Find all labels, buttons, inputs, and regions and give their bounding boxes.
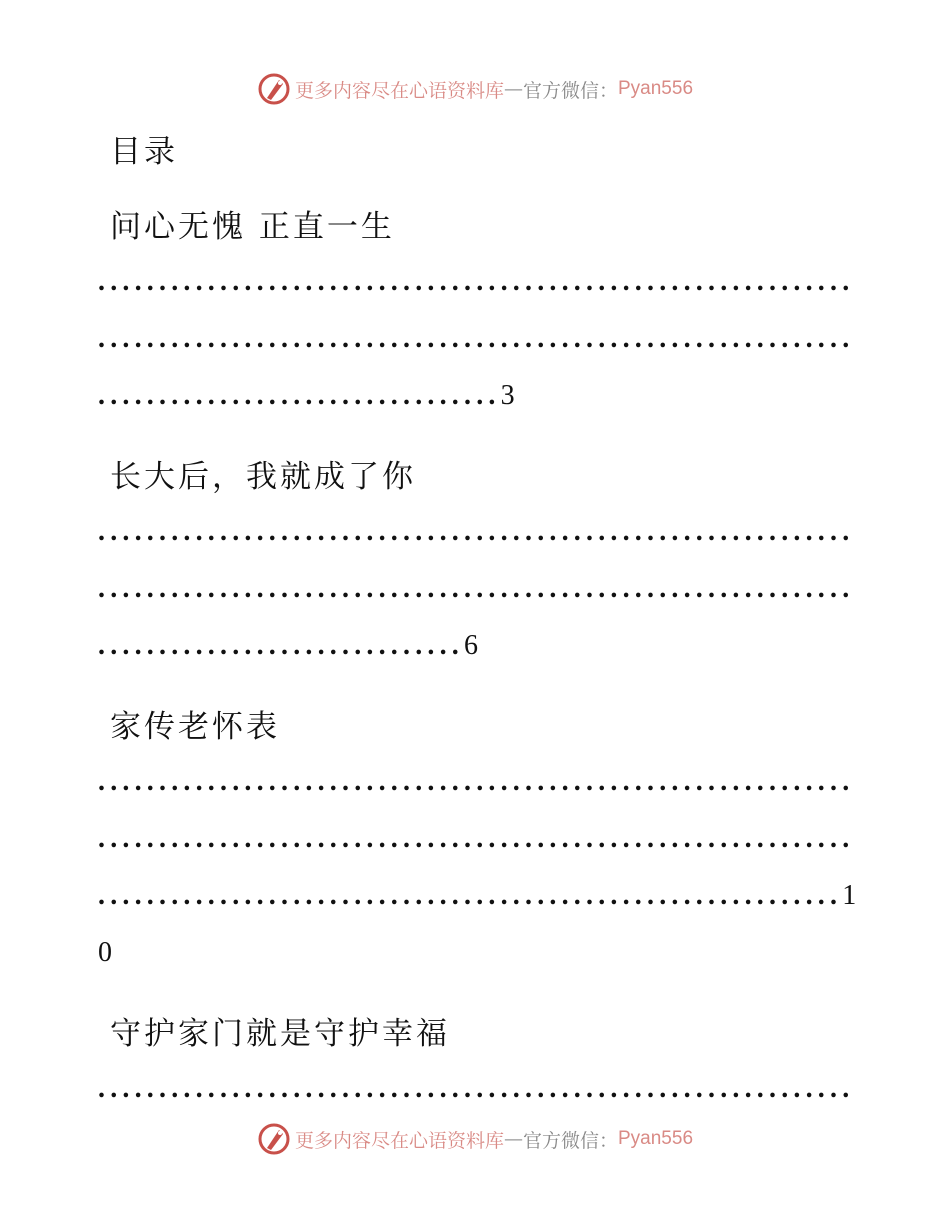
banner-separator: — xyxy=(503,1128,523,1150)
dot-leader: ..............................6 xyxy=(98,630,478,661)
banner-wechat-label: 官方微信： xyxy=(522,1129,618,1152)
banner-text: 更多内容尽在心语资料库 xyxy=(294,79,504,102)
dot-leader: .............................................................. xyxy=(98,573,855,604)
banner-wechat-id: Pyan556 xyxy=(618,78,694,99)
banner-wechat-label: 官方微信： xyxy=(522,79,618,102)
footer-banner xyxy=(0,1122,950,1156)
dot-leader: .............................................................1 xyxy=(98,880,857,911)
toc-entry-title[interactable]: 守护家门就是守护幸福 xyxy=(110,1016,450,1052)
banner-wechat-id: Pyan556 xyxy=(618,1128,694,1149)
pen-nib-logo-icon xyxy=(257,1122,291,1156)
dot-leader: .............................................................. xyxy=(98,766,855,797)
toc-entry-title[interactable]: 问心无愧 正直一生 xyxy=(110,209,395,245)
dot-leader: .............................................................. xyxy=(98,323,855,354)
banner-separator: — xyxy=(503,78,523,100)
toc-entry-title[interactable]: 家传老怀表 xyxy=(110,709,280,745)
toc-page-number[interactable]: 1 xyxy=(842,880,857,911)
banner-text: 更多内容尽在心语资料库 xyxy=(294,1129,504,1152)
toc-page-number[interactable]: 3 xyxy=(500,380,515,411)
toc-heading: 目录 xyxy=(110,134,178,170)
pen-nib-logo-icon xyxy=(257,72,291,106)
toc-page-number-wrap[interactable]: 0 xyxy=(98,937,112,968)
dot-leader: .............................................................. xyxy=(98,1073,855,1104)
dot-leader: .................................3 xyxy=(98,380,515,411)
toc-entry-title[interactable]: 长大后，我就成了你 xyxy=(110,459,416,495)
dot-leader: .............................................................. xyxy=(98,266,855,297)
toc-page-number[interactable]: 6 xyxy=(464,630,478,661)
header-banner xyxy=(0,72,950,106)
dot-leader: .............................................................. xyxy=(98,516,855,547)
dot-leader: .............................................................. xyxy=(98,823,855,854)
